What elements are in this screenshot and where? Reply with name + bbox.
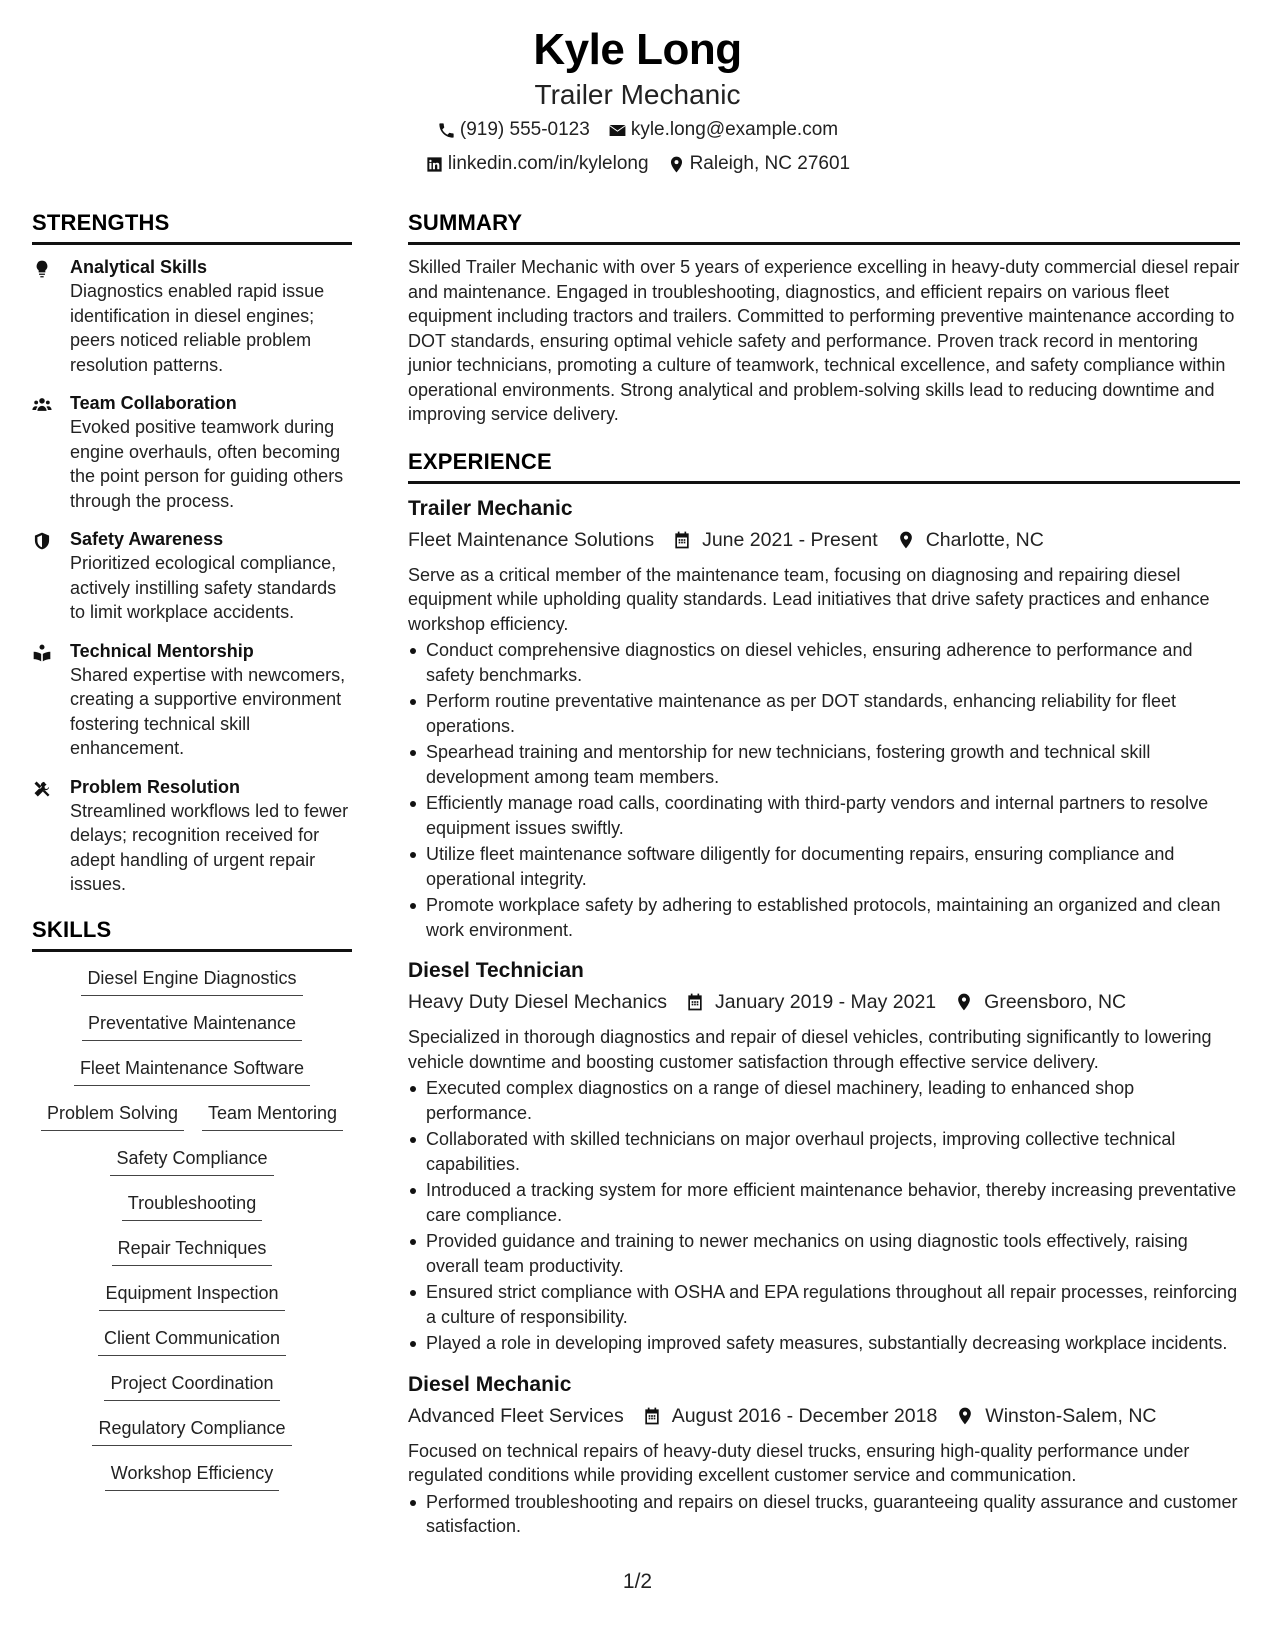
job-description: Focused on technical repairs of heavy-duty diesel trucks, ensuring high-quality performance under regulated conditions while providing excellent customer service and communication. [408,1440,1190,1485]
experience-heading: EXPERIENCE [408,448,552,474]
bullet-item: Ensured strict compliance with OSHA and EPA regulations throughout all repair processes, reinforcing a culture of responsibility. [408,1280,1240,1329]
location-text: Raleigh, NC 27601 [689,153,851,174]
skill-tag: Safety Compliance [110,1146,273,1176]
skills-heading: SKILLS [32,916,112,942]
page-number: 1/2 [622,1570,653,1593]
bullet-item: Performed troubleshooting and repairs on diesel trucks, guaranteeing quality assurance and customer satisfaction. [408,1490,1240,1539]
resume-header [0,22,1275,180]
bullet-item: Introduced a tracking system for more efficient maintenance behavior, thereby increasing preventative care compliance. [408,1178,1240,1227]
tools-icon [32,779,52,799]
skill-tag: Workshop Efficiency [105,1461,279,1491]
book-reader-icon [32,643,52,663]
skill-tag: Client Communication [98,1326,286,1356]
calendar-icon [642,1406,662,1426]
job-bullets [408,1490,1240,1539]
phone-icon [437,121,456,140]
job-meta [408,525,1240,555]
skill-tag: Diesel Engine Diagnostics [81,966,302,996]
map-pin-icon [896,530,916,550]
calendar-icon [685,992,705,1012]
bullet-item: Spearhead training and mentorship for new technicians, fostering growth and technical skill development among team members. [408,740,1240,789]
strength-desc: Prioritized ecological compliance, actively instilling safety standards to limit workplace accidents. [70,553,337,622]
bullet-item: Utilize fleet maintenance software diligently for documenting repairs, ensuring compliance and operational integrity. [408,842,1240,891]
email-contact[interactable] [608,114,838,146]
map-pin-icon [667,155,686,174]
bullet-item: Perform routine preventative maintenance as per DOT standards, enhancing reliability for fleet operations. [408,689,1240,738]
strengths-section [32,208,352,897]
strength-item [32,639,352,761]
bullet-item: Provided guidance and training to newer mechanics on using diagnostic tools effectively, raising overall team productivity. [408,1229,1240,1278]
candidate-title: Trailer Mechanic [534,79,741,110]
skill-tag: Project Coordination [104,1371,279,1401]
map-pin-icon [954,992,974,1012]
location-contact [667,148,851,180]
envelope-icon [608,121,627,140]
skill-tag: Team Mentoring [202,1101,343,1131]
strength-item [32,255,352,377]
job-meta [408,987,1240,1017]
shield-icon [32,531,52,551]
bullet-item: Collaborated with skilled technicians on major overhaul projects, improving collective technical capabilities. [408,1127,1240,1176]
map-pin-icon [955,1406,975,1426]
strength-title: Technical Mentorship [70,640,254,661]
strength-item [32,391,352,513]
linkedin-contact[interactable] [425,148,649,180]
job-dates: June 2021 - Present [702,528,878,551]
bullet-item: Efficiently manage road calls, coordinating with third-party vendors and internal partners to resolve equipment issues swiftly. [408,791,1240,840]
bullet-item: Conduct comprehensive diagnostics on diesel vehicles, ensuring adherence to performance and safety benchmarks. [408,638,1240,687]
strength-title: Analytical Skills [70,257,208,277]
strength-desc: Shared expertise with newcomers, creating a supportive environment fostering technical skill enhancement. [70,664,346,758]
experience-divider [408,481,1240,484]
job-dates: August 2016 - December 2018 [671,1404,938,1427]
job-title: Diesel Technician [408,959,584,982]
job-entry [408,494,1240,943]
summary-text: Skilled Trailer Mechanic with over 5 years of experience excelling in heavy-duty commercial diesel repair and maintenance. Engaged in troubleshooting, diagnostics, and efficient repairs on various fleet equipment including tractors and trailers. Committed to performing preventive maintenance according to DOT standards, ensuring optimal vehicle safety and performance. Proven track record in mentoring junior technicians, promoting a culture of teamwork, technical excellence, and safety compliance within operational environments. Strong analytical and problem-solving skills lead to reducing downtime and improving service delivery. [408,257,1240,424]
job-company: Heavy Duty Diesel Mechanics [408,991,668,1013]
strength-title: Problem Resolution [70,776,241,797]
job-location: Greensboro, NC [984,991,1127,1013]
summary-section [408,208,1240,427]
strengths-divider [32,242,352,245]
job-company: Fleet Maintenance Solutions [408,528,655,551]
skills-divider [32,949,352,952]
users-icon [32,395,52,415]
job-location: Charlotte, NC [925,528,1044,551]
job-title: Diesel Mechanic [408,1372,572,1396]
left-column [32,208,352,1506]
email-text: kyle.long@example.com [630,119,839,140]
experience-section [408,447,1240,1539]
skill-tag: Equipment Inspection [99,1281,284,1311]
skill-tag: Fleet Maintenance Software [74,1056,310,1086]
job-dates: January 2019 - May 2021 [715,991,937,1013]
candidate-name: Kyle Long [533,25,742,74]
job-location: Winston-Salem, NC [985,1404,1157,1427]
linkedin-text: linkedin.com/in/kylelong [447,153,649,174]
skills-list [32,966,352,1506]
skill-tag: Regulatory Compliance [92,1416,291,1446]
job-entry [408,956,1240,1356]
phone-text: (919) 555-0123 [459,119,590,140]
strength-item [32,775,352,897]
linkedin-icon [425,155,444,174]
skill-tag: Repair Techniques [112,1236,273,1266]
strength-desc: Diagnostics enabled rapid issue identification in diesel engines; peers noticed reliable problem resolution patterns. [70,281,325,375]
job-description: Specialized in thorough diagnostics and repair of diesel vehicles, contributing significantly to lowering vehicle downtime and boosting customer satisfaction through effective service delivery. [408,1027,1212,1072]
job-description: Serve as a critical member of the maintenance team, focusing on diagnosing and repairing diesel equipment while upholding quality standards. Lead initiatives that drive safety practices and enhance workshop efficiency. [408,564,1210,634]
phone-contact [437,114,590,146]
strength-title: Safety Awareness [70,529,224,549]
strengths-heading: STRENGTHS [32,210,170,235]
contact-row-2 [0,148,1275,180]
job-entry [408,1370,1240,1539]
strength-title: Team Collaboration [70,393,237,413]
bullet-item: Promote workplace safety by adhering to established protocols, maintaining an organized and clean work environment. [408,893,1240,942]
bullet-item: Executed complex diagnostics on a range of diesel machinery, leading to enhanced shop performance. [408,1076,1240,1125]
lightbulb-icon [32,259,52,279]
strength-desc: Streamlined workflows led to fewer delays; recognition received for adept handling of urgent repair issues. [70,800,349,894]
summary-divider [408,242,1240,245]
calendar-icon [672,530,692,550]
job-bullets [408,1076,1240,1356]
job-company: Advanced Fleet Services [408,1404,624,1427]
strength-desc: Evoked positive teamwork during engine overhauls, often becoming the point person for guiding others through the process. [70,417,344,511]
skill-tag: Problem Solving [41,1101,184,1131]
job-bullets [408,638,1240,942]
job-title: Trailer Mechanic [408,496,573,520]
skills-section [32,915,352,1506]
summary-heading: SUMMARY [408,210,523,235]
contact-row-1 [0,114,1275,146]
right-column [408,208,1240,1541]
skill-tag: Troubleshooting [122,1191,262,1221]
strength-item [32,527,352,625]
bullet-item: Played a role in developing improved safety measures, substantially decreasing workplace incidents. [408,1331,1240,1356]
job-meta [408,1401,1240,1431]
skill-tag: Preventative Maintenance [82,1011,302,1041]
